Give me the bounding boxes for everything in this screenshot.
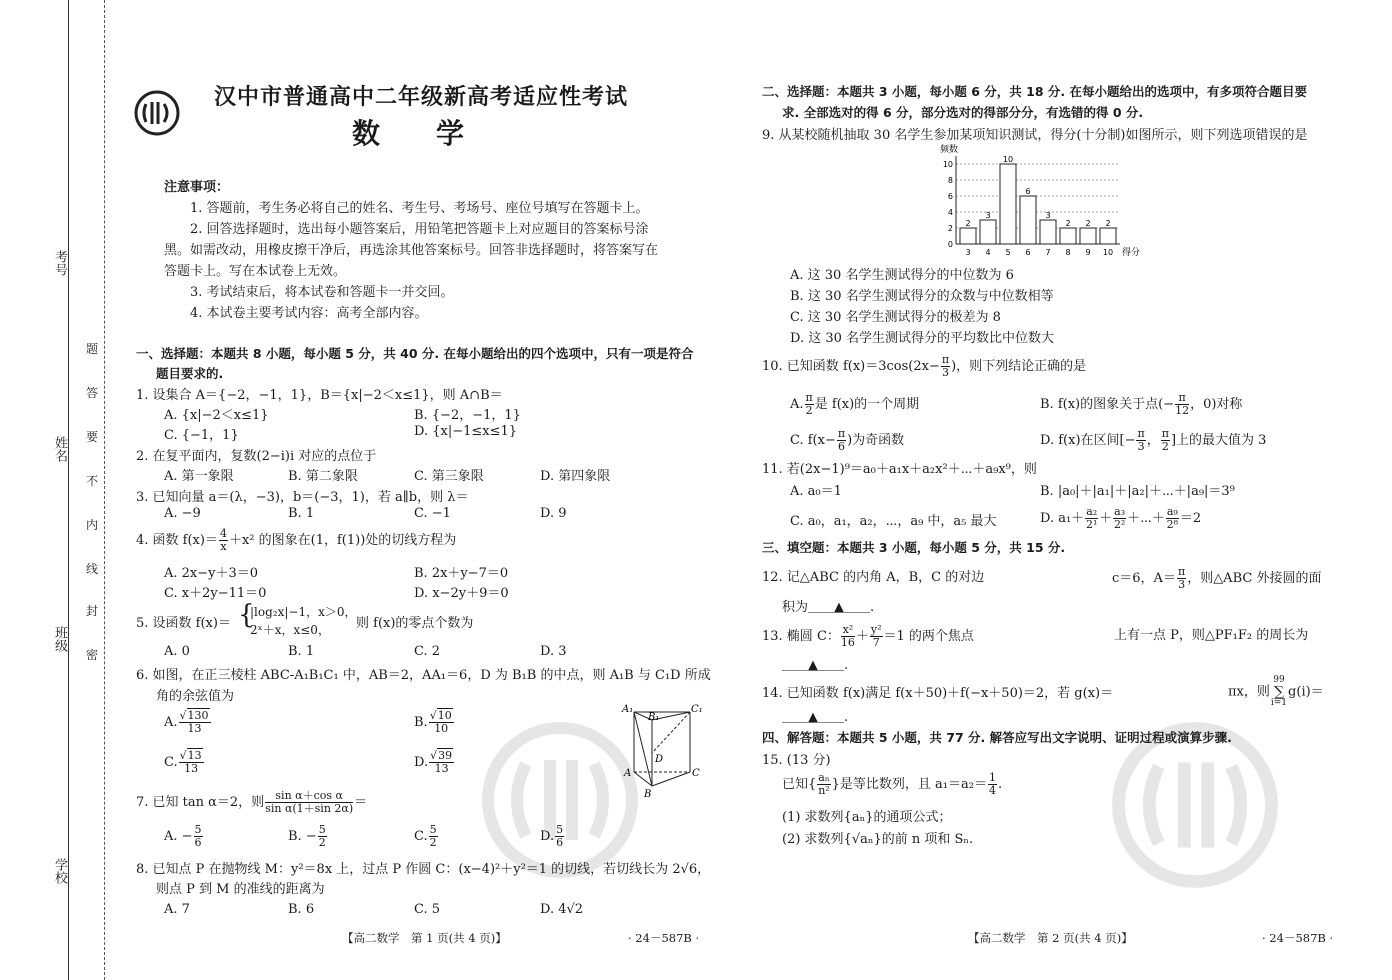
bar-value-label: 10 xyxy=(1002,155,1014,164)
frac-den: 2 xyxy=(1161,440,1169,453)
q10-option-b: B. f(x)的图象关于点(− $\frac{\pi}{12}$ ，0)对称 xyxy=(1040,391,1243,417)
q3-option-c: C. −1 xyxy=(414,506,451,521)
frac-num: 39 xyxy=(438,749,453,762)
q10-stem-pre: 10. 已知函数 f(x)＝3cos xyxy=(762,359,909,374)
q5-brace: { xyxy=(238,600,255,630)
q4-option-d: D. x−2y＋9＝0 xyxy=(414,586,509,601)
q13-stem xyxy=(762,624,974,649)
q6-stem-cont: 角的余弦值为 xyxy=(156,689,235,704)
frac-num: a₂ xyxy=(1086,505,1098,518)
bar-value-label: 2 xyxy=(1085,219,1091,228)
frac-num: 5 xyxy=(318,823,326,836)
frac-num: 13 xyxy=(187,749,202,762)
q9-stem: 9. 从某校随机抽取 30 名学生参加某项知识测试，得分(十分制)如图所示，则下列选项错误的是 xyxy=(762,128,1308,143)
q1-option-c: C. {−1，1} xyxy=(164,428,239,443)
bar-value-label: 2 xyxy=(1065,219,1071,228)
frac-den: 13 xyxy=(187,722,202,735)
exam-title: 汉中市普通高中二年级新高考适应性考试 xyxy=(214,85,629,110)
frac-num: a₃ xyxy=(1114,505,1126,518)
seal-dashed-line xyxy=(104,0,105,980)
opt-label: C. xyxy=(414,829,428,844)
page-footer-label: 【高二数学 第 1 页(共 4 页)】 xyxy=(342,931,507,945)
frac-den: 2 xyxy=(805,404,813,417)
y-tick-label: 0 xyxy=(947,240,953,249)
q5-case1: |log₂x|−1，x＞0， xyxy=(250,605,357,619)
q2-option-c: C. 第三象限 xyxy=(414,469,484,484)
q5-stem-pre: 5. 设函数 f(x)＝ xyxy=(136,616,231,631)
q13-stem-tail: 上有一点 P，则△PF₁F₂ 的周长为 xyxy=(1114,628,1309,643)
x-tick-label: 9 xyxy=(1085,248,1091,257)
x-tick-label: 10 xyxy=(1102,248,1114,257)
page-footer-label: 【高二数学 第 2 页(共 4 页)】 xyxy=(968,931,1133,945)
q9-option-b: B. 这 30 名学生测试得分的众数与中位数相等 xyxy=(790,289,1054,304)
frac-den: 3 xyxy=(941,366,949,379)
frac-num: π xyxy=(805,391,813,404)
frac-den: 10 xyxy=(434,722,449,735)
q9-option-c: C. 这 30 名学生测试得分的极差为 8 xyxy=(790,310,1001,325)
q4-option-c: C. x＋2y−11＝0 xyxy=(164,586,267,601)
notice-line: 4. 本试卷主要考试内容：高考全部内容。 xyxy=(190,306,428,321)
frac-num: π xyxy=(837,427,846,440)
frac-den: 7 xyxy=(872,636,880,649)
frac-num: 4 xyxy=(219,527,227,540)
chart-xlabel: 得分 xyxy=(1122,248,1141,258)
seal-char: 题 xyxy=(86,342,99,356)
q14-stem-tail xyxy=(1228,676,1324,708)
frac-num: π xyxy=(1137,427,1145,440)
notice-line: 答题卡上。写在本试卷上无效。 xyxy=(164,264,347,279)
q1-option-b: B. {−2，−1，1} xyxy=(414,408,521,423)
opt-label: B. f(x)的图象关于点 xyxy=(1040,397,1159,412)
subject-title: 数 学 xyxy=(352,117,465,150)
q6-d-frac: $\frac{√39}{13}$ xyxy=(430,749,453,775)
opt-text: ＋ xyxy=(1099,511,1113,526)
section3-heading: 三、填空题：本题共 3 小题，每小题 5 分，共 15 分. xyxy=(762,540,1066,555)
opt-text: ]上的最大值为 3 xyxy=(1170,433,1267,448)
frac-num: π xyxy=(1177,565,1186,578)
q7-stem-post: ＝ xyxy=(354,795,368,810)
frac-num: 10 xyxy=(437,709,452,722)
q1-option-a: A. {x|−2＜x≤1} xyxy=(164,408,269,423)
q3-option-b: B. 1 xyxy=(288,506,315,521)
q7-stem xyxy=(136,790,367,815)
q12-mid: c＝6，A＝ xyxy=(1112,571,1176,586)
frac-den: 3 xyxy=(1178,578,1186,591)
label-xingming: 姓名 xyxy=(52,436,67,462)
opt-text: )为奇函数 xyxy=(847,433,905,448)
bar-value-label: 3 xyxy=(1045,211,1051,220)
q10-stem-mid: (2x− xyxy=(908,359,940,374)
frac-num: π xyxy=(1161,427,1169,440)
q7-option-b xyxy=(288,824,328,849)
q14-blank: ＿＿▲＿＿. xyxy=(782,710,849,725)
frac-den: 4 xyxy=(988,784,996,797)
q2-option-a: A. 第一象限 xyxy=(164,469,234,484)
frac-den: 12 xyxy=(1175,404,1190,417)
y-tick-label: 8 xyxy=(947,176,953,185)
q11-option-b: B. |a₀|＋|a₁|＋|a₂|＋⋯＋|a₉|＝3⁹ xyxy=(1040,484,1235,499)
bar xyxy=(1000,164,1016,244)
q8-option-b: B. 6 xyxy=(288,902,315,917)
label-xuexiao: 学校 xyxy=(52,858,67,884)
frac-den: 2² xyxy=(1113,518,1126,531)
frac-den: 13 xyxy=(434,762,449,775)
q6-stem: 6. 如图，在正三棱柱 ABC-A₁B₁C₁ 中，AB＝2，AA₁＝6，D 为 B₁B 的中点，则 A₁B 与 C₁D 所成 xyxy=(136,668,711,683)
opt-label: C. f(x− xyxy=(790,433,836,448)
y-tick-label: 6 xyxy=(947,192,953,201)
q12-stem-mid xyxy=(1112,566,1321,591)
q6-a-frac: $\frac{√130}{13}$ xyxy=(179,709,209,735)
label-kaohao: 考号 xyxy=(52,250,67,276)
page-footer-code: · 24－587B · xyxy=(628,931,700,945)
q15-part1: (1) 求数列{aₙ}的通项公式； xyxy=(782,810,952,825)
opt-label: D. xyxy=(414,755,429,770)
section1-heading: 一、选择题：本题共 8 小题，每小题 5 分，共 40 分. 在每小题给出的四个选项中，只有一项是符合 xyxy=(136,346,694,361)
seal-char: 封 xyxy=(86,604,99,618)
q3-option-a: A. −9 xyxy=(164,506,201,521)
q5-option-c: C. 2 xyxy=(414,644,441,659)
frac-den: 13 xyxy=(184,762,199,775)
q10-option-a xyxy=(790,392,919,417)
notice-heading: 注意事项： xyxy=(164,180,230,195)
q12-post: ，则△ABC 外接圆的面 xyxy=(1187,571,1322,586)
seal-char: 内 xyxy=(86,518,99,532)
opt-label: B. − xyxy=(288,829,317,844)
q15-mid: 是等比数列，且 a₁＝a₂＝ xyxy=(839,777,987,792)
q7-option-a xyxy=(164,824,204,849)
q12-stem-pre: 12. 记△ABC 的内角 A，B，C 的对边 xyxy=(762,570,985,585)
q8-stem: 8. 已知点 P 在抛物线 M：y²＝8x 上，过点 P 作圆 C：(x−4)²＋y²＝1 的切线，若切线长为 2√6， xyxy=(136,862,711,877)
label-a: A xyxy=(624,768,632,779)
q15-part2: (2) 求数列{√aₙ}的前 n 项和 Sₙ. xyxy=(782,832,974,847)
frac-num: sin α＋cos α xyxy=(265,790,353,803)
q8-stem-cont: 则点 P 到 M 的准线的距离为 xyxy=(156,882,325,897)
q9-option-d: D. 这 30 名学生测试得分的平均数比中位数大 xyxy=(790,331,1055,346)
q11-option-d xyxy=(1040,506,1201,531)
score-histogram xyxy=(930,142,1150,262)
bar-value-label: 2 xyxy=(1105,219,1111,228)
opt-text: ＋⋯＋ xyxy=(1127,511,1165,526)
watermark-logo-icon xyxy=(480,720,640,880)
x-tick-label: 4 xyxy=(985,248,991,257)
q3-stem: 3. 已知向量 a＝(λ，−3)，b＝(−3，1)，若 a∥b，则 λ＝ xyxy=(136,490,469,505)
exam-logo-icon xyxy=(134,90,180,136)
q3-option-d: D. 9 xyxy=(540,506,567,521)
binding-strip xyxy=(0,0,112,980)
bar-value-label: 3 xyxy=(985,211,991,220)
opt-label: A. xyxy=(164,715,178,730)
frac-den: n² xyxy=(818,784,830,797)
q6-option-c xyxy=(164,750,205,775)
q5-stem-post: 则 f(x)的零点个数为 xyxy=(356,616,474,631)
q8-option-c: C. 5 xyxy=(414,902,441,917)
q1-stem: 1. 设集合 A＝{−2，−1，1}，B＝{x|−2＜x≤1}，则 A∩B＝ xyxy=(136,388,503,403)
bar xyxy=(1060,228,1076,244)
label-b: B xyxy=(644,789,652,800)
seal-char: 线 xyxy=(86,562,99,576)
q4-fraction xyxy=(219,528,228,553)
q12-blank: 积为＿＿▲＿＿. xyxy=(782,600,875,615)
q5-option-a: A. 0 xyxy=(164,644,190,659)
frac-num: x² xyxy=(842,623,854,636)
x-tick-label: 3 xyxy=(965,248,971,257)
q7-option-c xyxy=(414,824,439,849)
y-tick-label: 2 xyxy=(947,224,953,233)
frac-num: 130 xyxy=(187,709,209,722)
q2-option-d: D. 第四象限 xyxy=(540,469,611,484)
sum-sign: ∑ xyxy=(1273,684,1284,700)
frac-num: 5 xyxy=(556,823,564,836)
opt-label: D. xyxy=(540,829,555,844)
q4-option-a: A. 2x−y＋3＝0 xyxy=(164,566,259,581)
seal-char: 答 xyxy=(86,386,99,400)
notice-line: 1. 答题前，考生务必将自己的姓名、考生号、考场号、座位号填写在答题卡上。 xyxy=(190,201,649,216)
notice-line: 黑。如需改动，用橡皮擦干净后，再选涂其他答案标号。回答非选择题时，将答案写在 xyxy=(164,243,659,258)
bar-value-label: 6 xyxy=(1025,187,1031,196)
q5-option-b: B. 1 xyxy=(288,644,315,659)
frac-num: π xyxy=(1175,392,1189,405)
frac-num: a₉ xyxy=(1166,505,1178,518)
q11-stem: 11. 若(2x−1)⁹＝a₀＋a₁x＋a₂x²＋⋯＋a₉x⁹，则 xyxy=(762,462,1037,477)
q14-stem: 14. 已知函数 f(x)满足 f(x＋50)＋f(−x＋50)＝2，若 g(x)＝ xyxy=(762,686,1114,701)
q2-option-b: B. 第二象限 xyxy=(288,469,358,484)
bar xyxy=(1040,220,1056,244)
opt-label: C. xyxy=(164,755,178,770)
frac-num: y² xyxy=(870,623,882,636)
q7-option-d xyxy=(540,824,565,849)
bar-value-label: 2 xyxy=(965,219,971,228)
seal-char: 不 xyxy=(86,474,99,488)
q7-stem-pre: 7. 已知 tan α＝2，则 xyxy=(136,795,265,810)
q6-b-frac: $\frac{√10}{10}$ xyxy=(429,709,452,735)
label-b1: B₁ xyxy=(648,712,660,723)
frac-den: 2¹ xyxy=(1085,518,1098,531)
opt-text: ， xyxy=(1146,433,1160,448)
chart-ylabel: 频数 xyxy=(940,145,959,155)
q5-option-d: D. 3 xyxy=(540,644,567,659)
opt-label: A. xyxy=(790,397,804,412)
frac-den: x xyxy=(220,540,227,553)
frac-den: 2⁸ xyxy=(1166,518,1179,531)
chart-bars xyxy=(960,155,1116,257)
label-d: D xyxy=(655,754,664,765)
q1-option-d: D. {x|−1≤x≤1} xyxy=(414,424,518,439)
page-footer-code: · 24－587B · xyxy=(1262,931,1334,945)
label-banji: 班级 xyxy=(52,626,67,652)
q15-pre: 已知 xyxy=(782,777,809,792)
q9-option-a: A. 这 30 名学生测试得分的中位数为 6 xyxy=(790,268,1014,283)
q10-stem xyxy=(762,354,1086,379)
q8-option-d: D. 4√2 xyxy=(540,902,584,917)
section2-heading: 二、选择题：本题共 3 小题，每小题 6 分，共 18 分. 在每小题给出的选项中，有多项符合题目要 xyxy=(762,84,1308,99)
q15-head: 15. (13 分) xyxy=(762,753,831,768)
y-tick-label: 4 xyxy=(947,208,953,217)
label-c1: C₁ xyxy=(691,704,703,715)
frac-num: π xyxy=(941,353,950,366)
x-tick-label: 5 xyxy=(1005,248,1011,257)
section2-heading-cont: 求. 全部选对的得 6 分，部分选对的得部分分，有选错的得 0 分. xyxy=(782,105,1144,120)
q10-option-d xyxy=(1040,428,1266,453)
strip-rule xyxy=(68,0,69,980)
bar xyxy=(960,228,976,244)
q4-stem-post: ＋x² 的图象在(1，f(1))处的切线方程为 xyxy=(228,533,457,548)
bar xyxy=(980,220,996,244)
q7-fraction xyxy=(265,790,353,815)
opt-label: A. − xyxy=(164,829,193,844)
label-c: C xyxy=(692,768,700,779)
frac-den: 6 xyxy=(556,836,564,849)
frac-den: sin α(1＋sin 2α) xyxy=(265,802,354,815)
q15-known: 已知{ $\frac{\text{aₙ}}{\text{n²}}$ }是等比数列，且 a₁＝a₂＝ $\frac{1}{4}$ . xyxy=(782,771,1003,797)
q6-option-d xyxy=(414,750,455,775)
prism-figure xyxy=(618,700,708,800)
q13-pre: 13. 椭圆 C： xyxy=(762,629,840,644)
q11-option-c: C. a₀，a₁，a₂，⋯，a₉ 中，a₅ 最大 xyxy=(790,514,997,529)
q10-option-c xyxy=(790,428,904,453)
q13-blank: ＿＿▲＿＿. xyxy=(782,658,849,673)
frac-num: 5 xyxy=(194,823,202,836)
opt-label: D. a₁＋ xyxy=(1040,511,1085,526)
q5-case2: 2ˣ＋x，x≤0， xyxy=(250,623,330,637)
frac-den: 6 xyxy=(837,440,845,453)
frac-den: 16 xyxy=(840,636,855,649)
q14-tail: πx，则 xyxy=(1228,684,1270,700)
frac-den: 3 xyxy=(1137,440,1145,453)
frac-den: 2 xyxy=(318,836,326,849)
x-tick-label: 8 xyxy=(1065,248,1071,257)
q10-stem-post: )，则下列结论正确的是 xyxy=(951,359,1087,374)
q4-stem-pre: 4. 函数 f(x)＝ xyxy=(136,533,218,548)
q6-option-b xyxy=(414,710,455,735)
q2-stem: 2. 在复平面内，复数(2−i)i 对应的点位于 xyxy=(136,449,377,464)
opt-label: B. xyxy=(414,715,428,730)
opt-text: 是 f(x)的一个周期 xyxy=(814,397,920,412)
opt-label: D. f(x)在区间[− xyxy=(1040,433,1136,448)
x-tick-label: 7 xyxy=(1045,248,1051,257)
q4-option-b: B. 2x＋y−7＝0 xyxy=(414,566,509,581)
bar xyxy=(1100,228,1116,244)
bar xyxy=(1080,228,1096,244)
frac-num: aₙ xyxy=(818,771,830,784)
bar xyxy=(1020,196,1036,244)
notice-line: 2. 回答选择题时，选出每小题答案后，用铅笔把答题卡上对应题目的答案标号涂 xyxy=(190,222,649,237)
seal-char: 要 xyxy=(86,430,99,444)
q8-option-a: A. 7 xyxy=(164,902,190,917)
sum-top: 99 xyxy=(1273,675,1285,685)
section1-heading-cont: 题目要求的. xyxy=(156,366,224,381)
y-tick-label: 10 xyxy=(942,160,953,169)
q11-option-a: A. a₀＝1 xyxy=(790,484,842,499)
label-a1: A₁ xyxy=(622,704,634,715)
sum-bottom: i=1 xyxy=(1270,698,1288,708)
frac-den: 6 xyxy=(194,836,202,849)
q14-tail2: g(i)＝ xyxy=(1288,684,1324,700)
q6-option-a xyxy=(164,710,212,735)
q13-mid: ＋ xyxy=(855,629,869,644)
frac-den: 2 xyxy=(429,836,437,849)
q13-post: ＝1 的两个焦点 xyxy=(883,629,974,644)
frac-num: 5 xyxy=(429,823,437,836)
frac-num: 1 xyxy=(988,771,996,784)
q4-stem xyxy=(136,528,456,553)
seal-char: 密 xyxy=(86,648,99,662)
section4-heading: 四、解答题：本题共 5 小题，共 77 分. 解答应写出文字说明、证明过程或演算步骤. xyxy=(762,730,1232,745)
notice-line: 3. 考试结束后，将本试卷和答题卡一并交回。 xyxy=(190,285,454,300)
opt-text: ＝2 xyxy=(1179,511,1202,526)
q6-c-frac: $\frac{√13}{13}$ xyxy=(179,749,202,775)
x-tick-label: 6 xyxy=(1025,248,1031,257)
